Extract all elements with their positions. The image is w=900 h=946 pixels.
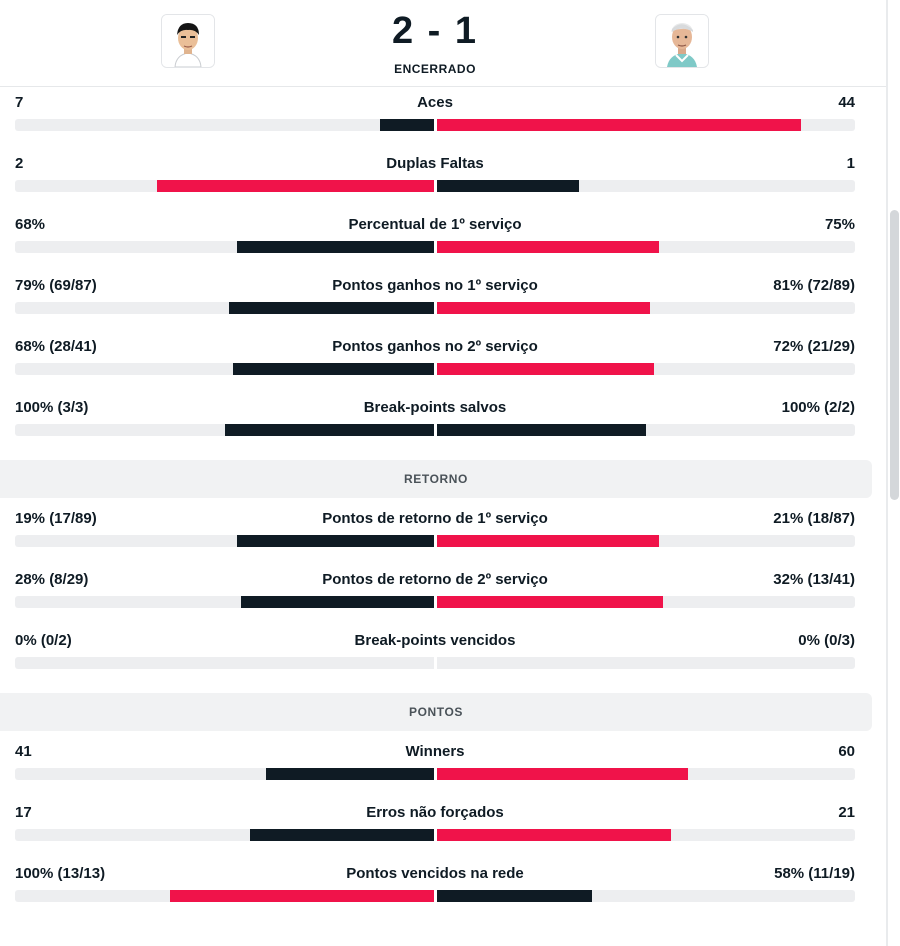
stat-right-value: 1 [846,155,855,172]
stat-right-track [437,302,855,314]
stat-row [0,392,886,453]
stat-left-track [15,363,434,375]
stat-right-track [437,241,855,253]
stat-left-value: 41 [15,743,32,760]
section-header-points [0,686,886,736]
stat-right-track [437,535,855,547]
stat-left-value: 68% [15,216,46,233]
stat-row [0,503,886,564]
stat-left-bar [237,241,434,253]
section-title: PONTOS [0,693,872,731]
stats-list [0,87,886,919]
stat-name: Pontos ganhos no 2º serviço [332,338,538,355]
stat-right-value: 81% (72/89) [773,277,855,294]
stat-left-track [15,657,434,669]
stat-left-track [15,424,434,436]
stat-left-value: 100% (13/13) [15,865,106,882]
stat-left-bar [233,363,434,375]
stat-left-track [15,302,434,314]
stat-right-value: 75% [824,216,855,233]
stat-left-value: 79% (69/87) [15,277,97,294]
stat-right-bar [437,596,663,608]
stat-right-bar [437,302,650,314]
stat-left-bar [225,424,435,436]
stat-right-track [437,180,855,192]
section-title: RETORNO [0,460,872,498]
stat-left-track [15,180,434,192]
stat-left-bar [157,180,434,192]
stat-left-track [15,829,434,841]
stat-name: Pontos de retorno de 1º serviço [322,510,548,527]
stat-name: Pontos de retorno de 2º serviço [322,571,548,588]
stat-right-value: 72% (21/29) [773,338,855,355]
stat-name: Winners [405,743,465,760]
stat-right-value: 100% (2/2) [781,399,855,416]
stat-right-value: 21 [838,804,855,821]
stat-left-value: 100% (3/3) [15,399,89,416]
stat-left-bar [241,596,434,608]
stat-row [0,87,886,148]
stat-name: Percentual de 1º serviço [348,216,522,233]
stat-right-bar [437,363,654,375]
scrollbar-thumb[interactable] [890,210,899,500]
stat-left-bar [170,890,434,902]
section-header-return [0,453,886,503]
stat-row [0,564,886,625]
stat-row [0,625,886,686]
stat-left-value: 17 [15,804,32,821]
stat-row [0,797,886,858]
stat-row [0,331,886,392]
stat-row [0,270,886,331]
stat-left-track [15,890,434,902]
stat-right-value: 60 [838,743,855,760]
stat-name: Break-points vencidos [354,632,516,649]
away-player-avatar[interactable] [655,14,709,68]
stat-left-value: 7 [15,94,24,111]
stat-left-bar [250,829,434,841]
stat-name: Break-points salvos [363,399,507,416]
stat-right-track [437,768,855,780]
stat-right-track [437,119,855,131]
stat-left-value: 68% (28/41) [15,338,97,355]
stat-left-track [15,119,434,131]
stat-left-track [15,535,434,547]
stat-left-track [15,768,434,780]
stat-right-value: 58% (11/19) [774,865,855,882]
stats-group-return [0,503,886,686]
stat-left-value: 2 [15,155,24,172]
stat-left-track [15,241,434,253]
scrollbar-track[interactable] [888,0,900,946]
stat-right-value: 44 [838,94,855,111]
stat-right-value: 0% (0/3) [798,632,855,649]
stat-name: Pontos vencidos na rede [346,865,524,882]
stat-name: Pontos ganhos no 1º serviço [332,277,538,294]
stat-right-track [437,363,855,375]
stat-right-track [437,890,855,902]
stat-left-bar [229,302,434,314]
player-photo-icon [656,15,708,67]
stat-right-bar [437,119,801,131]
stats-group-serve [0,87,886,453]
stat-left-bar [237,535,434,547]
stat-right-value: 21% (18/87) [773,510,855,527]
stat-right-bar [437,829,671,841]
stat-right-bar [437,180,579,192]
stat-name: Aces [417,94,453,111]
stat-left-bar [380,119,434,131]
stat-left-value: 19% (17/89) [15,510,97,527]
stat-right-bar [437,768,688,780]
stat-right-bar [437,890,592,902]
stat-row [0,148,886,209]
match-header [0,0,886,87]
stat-right-track [437,424,855,436]
match-status: ENCERRADO [394,62,476,76]
stat-left-value: 28% (8/29) [15,571,89,588]
stat-left-bar [266,768,434,780]
stat-right-track [437,829,855,841]
stat-right-value: 32% (13/41) [773,571,855,588]
stat-right-track [437,657,855,669]
stat-row [0,209,886,270]
stat-right-bar [437,241,659,253]
stat-left-value: 0% (0/2) [15,632,72,649]
stat-left-track [15,596,434,608]
stat-right-bar [437,424,646,436]
stat-name: Duplas Faltas [386,155,484,172]
stat-row [0,858,886,919]
match-score: 2 - 1 [391,10,479,52]
stat-name: Erros não forçados [366,804,504,821]
stat-row [0,736,886,797]
stat-right-track [437,596,855,608]
stats-group-points [0,736,886,919]
stat-right-bar [437,535,659,547]
